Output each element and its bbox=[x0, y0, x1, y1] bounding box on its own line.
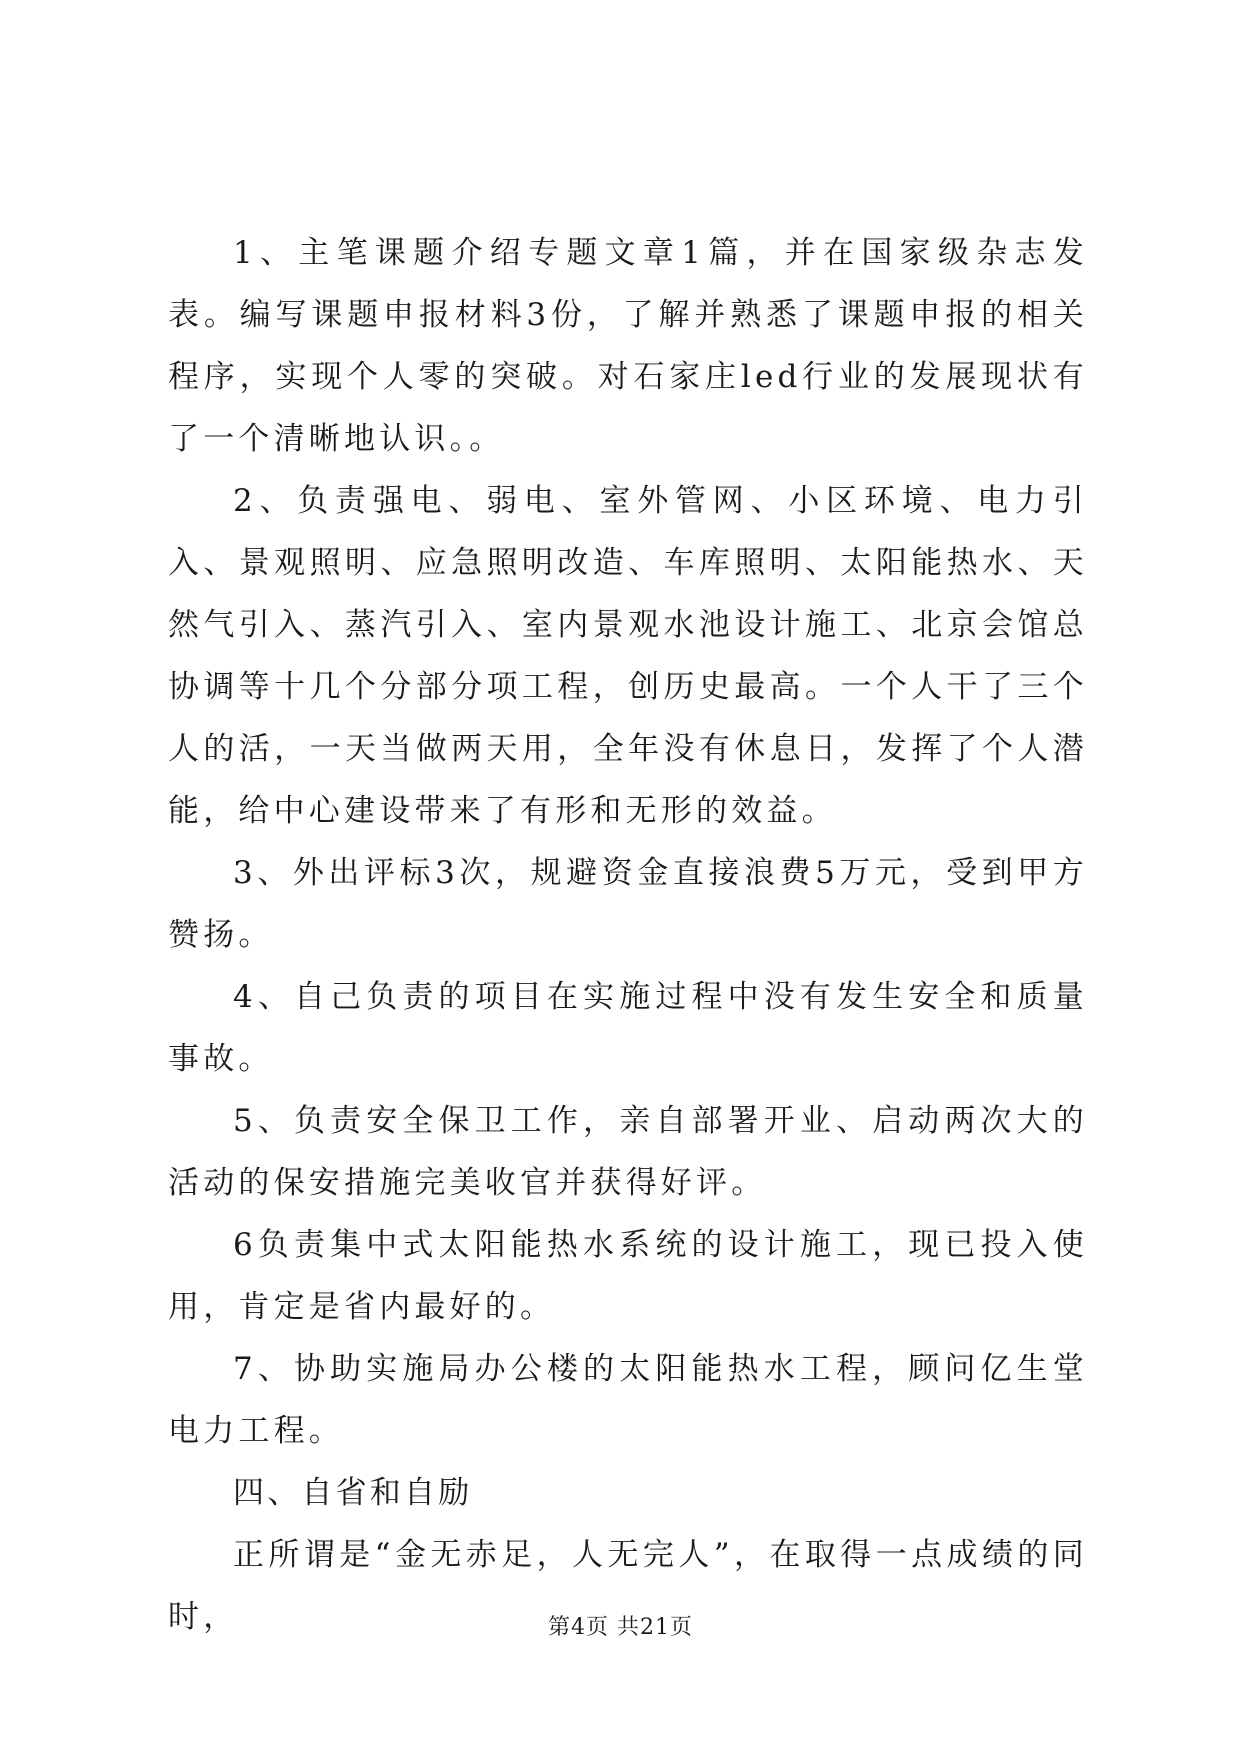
document-body bbox=[168, 222, 1088, 1648]
paragraph-item-1: 1、主笔课题介绍专题文章1篇，并在国家级杂志发表。编写课题申报材料3份，了解并熟悉了课题申报的相关程序，实现个人零的突破。对石家庄led行业的发展现状有了一个清晰地认识。。 bbox=[168, 235, 1088, 457]
section-heading: 四、自省和自励 bbox=[233, 1475, 473, 1511]
page-number-footer: 第4页 共21页 bbox=[548, 1615, 693, 1640]
paragraph-continuation: 正所谓是“金无赤足，人无完人”，在取得一点成绩的同时， bbox=[168, 1537, 1088, 1635]
paragraph-item-3: 3、外出评标3次，规避资金直接浪费5万元，受到甲方赞扬。 bbox=[168, 855, 1088, 953]
paragraph-item-6: 6负责集中式太阳能热水系统的设计施工，现已投入使用，肯定是省内最好的。 bbox=[168, 1227, 1088, 1325]
paragraph-item-5: 5、负责安全保卫工作，亲自部署开业、启动两次大的活动的保安措施完美收官并获得好评。 bbox=[168, 1103, 1088, 1201]
paragraph-item-7: 7、协助实施局办公楼的太阳能热水工程，顾问亿生堂电力工程。 bbox=[168, 1351, 1088, 1449]
paragraph-item-4: 4、自己负责的项目在实施过程中没有发生安全和质量事故。 bbox=[168, 979, 1088, 1077]
paragraph-item-2: 2、负责强电、弱电、室外管网、小区环境、电力引入、景观照明、应急照明改造、车库照明、太阳能热水、天然气引入、蒸汽引入、室内景观水池设计施工、北京会馆总协调等十几个分部分项工程，创历史最高。一个人干了三个人的活，一天当做两天用，全年没有休息日，发挥了个人潜能，给中心建设带来了有形和无形的效益。 bbox=[168, 483, 1088, 829]
